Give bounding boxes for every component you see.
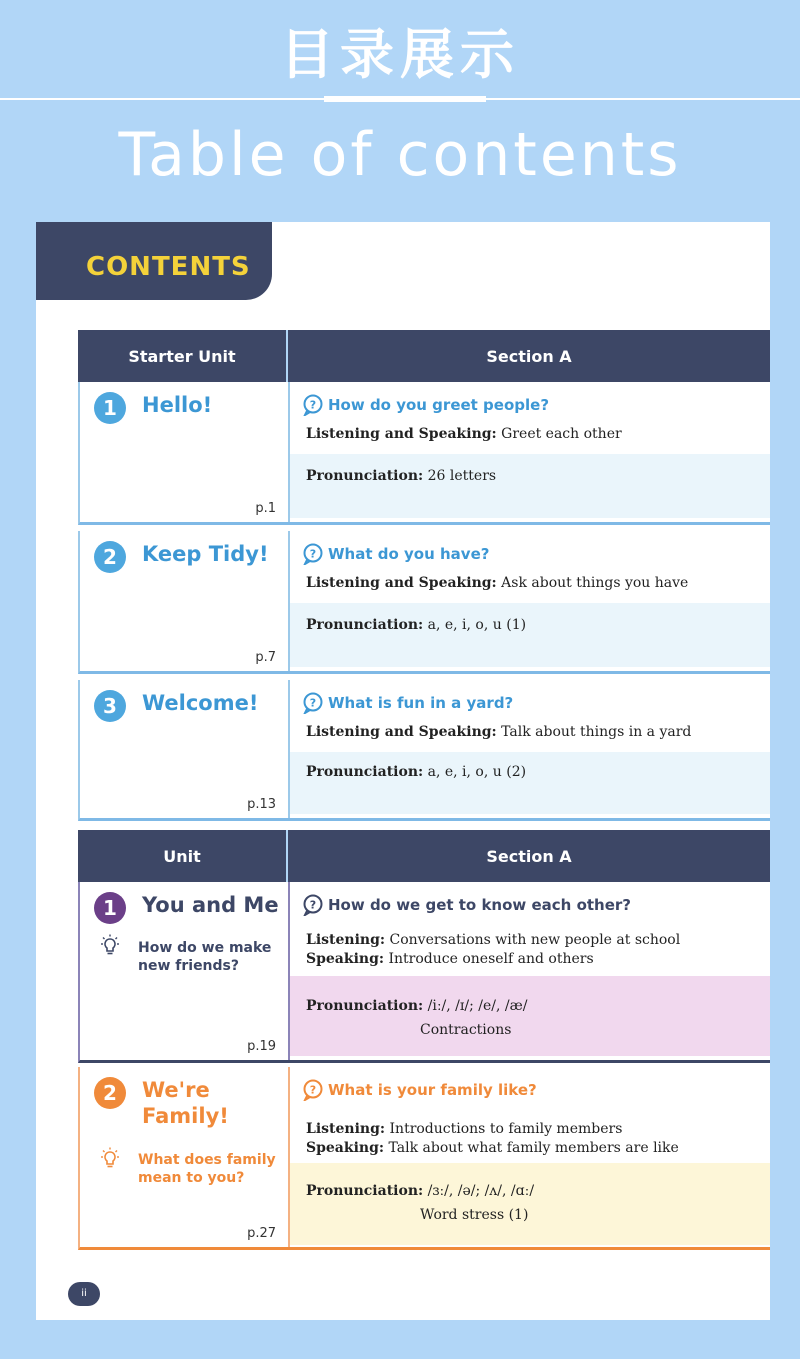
lightbulb-icon xyxy=(98,934,122,958)
header-title-en: Table of contents xyxy=(118,120,682,190)
section-cell xyxy=(290,531,770,671)
svg-text:?: ? xyxy=(309,898,317,912)
line-text: /ɜː/, /ə/; /ʌ/, /ɑː/ xyxy=(427,1183,535,1199)
unit-col1-header: Unit xyxy=(78,830,288,882)
starter-unit-table xyxy=(78,330,770,821)
line-text: Talk about things in a yard xyxy=(501,724,692,740)
contents-tab xyxy=(36,222,272,300)
starter-col1-header: Starter Unit xyxy=(78,330,288,382)
starter-table-header xyxy=(78,330,770,382)
page-indicator: ii xyxy=(68,1282,100,1306)
section-cell xyxy=(290,382,770,522)
highlight-band xyxy=(290,1163,770,1245)
lightbulb-icon xyxy=(98,1147,122,1171)
unit-number-badge: 1 xyxy=(94,392,126,424)
question-bubble-icon xyxy=(302,692,324,714)
unit-cell xyxy=(80,882,290,1060)
unit-title: Hello! xyxy=(142,393,213,417)
pronunciation-extra: Word stress (1) xyxy=(420,1207,529,1223)
section-cell xyxy=(290,1067,770,1247)
unit-cell xyxy=(80,382,290,522)
question-line xyxy=(302,692,513,714)
starter-row-3[interactable] xyxy=(78,680,770,821)
header-divider-accent xyxy=(324,96,486,102)
question-line xyxy=(302,1079,537,1101)
page-number: p.13 xyxy=(247,797,276,812)
highlight-band xyxy=(290,603,770,667)
header-title-cn: 目录展示 xyxy=(280,23,520,86)
section-question: What do you have? xyxy=(328,545,490,563)
line-label: Listening: xyxy=(306,932,386,948)
speaking-line xyxy=(306,951,594,967)
line-label: Pronunciation: xyxy=(306,998,424,1014)
unit-title: We're Family! xyxy=(142,1078,229,1128)
line-text: Introductions to family members xyxy=(389,1121,623,1137)
listening-speaking-line xyxy=(306,724,691,740)
unit-cell xyxy=(80,680,290,818)
page-number: p.1 xyxy=(255,501,276,516)
highlight-band xyxy=(290,976,770,1056)
line-label: Pronunciation: xyxy=(306,764,424,780)
unit-row-1[interactable] xyxy=(78,882,770,1063)
svg-text:?: ? xyxy=(309,1083,317,1097)
pronunciation-line xyxy=(306,468,496,484)
page-number: p.27 xyxy=(247,1226,276,1241)
section-question: How do you greet people? xyxy=(328,396,550,414)
line-label: Listening and Speaking: xyxy=(306,724,497,740)
starter-col2-header: Section A xyxy=(486,346,572,366)
line-text: /iː/, /ɪ/; /e/, /æ/ xyxy=(427,998,528,1014)
unit-table xyxy=(78,830,770,1250)
svg-text:?: ? xyxy=(309,547,317,561)
unit-col2-header: Section A xyxy=(486,846,572,866)
question-line xyxy=(302,543,489,565)
section-question: What is fun in a yard? xyxy=(328,694,514,712)
pronunciation-extra: Contractions xyxy=(420,1022,512,1038)
line-label: Speaking: xyxy=(306,1140,385,1156)
starter-row-1[interactable] xyxy=(78,382,770,525)
section-question: How do we get to know each other? xyxy=(328,896,632,914)
question-line xyxy=(302,394,549,416)
starter-row-2[interactable] xyxy=(78,531,770,674)
question-bubble-icon xyxy=(302,894,324,916)
unit-number-badge: 2 xyxy=(94,1077,126,1109)
unit-number-badge: 1 xyxy=(94,892,126,924)
unit-title: Keep Tidy! xyxy=(142,542,269,566)
unit-subquestion: What does family mean to you? xyxy=(138,1152,276,1186)
unit-table-header xyxy=(78,830,770,882)
unit-number-badge: 3 xyxy=(94,690,126,722)
listening-speaking-line xyxy=(306,575,688,591)
book-page xyxy=(36,222,770,1320)
section-cell xyxy=(290,882,770,1060)
pronunciation-line xyxy=(306,998,527,1014)
speaking-line xyxy=(306,1140,679,1156)
section-cell xyxy=(290,680,770,818)
question-bubble-icon xyxy=(302,543,324,565)
line-text: Ask about things you have xyxy=(501,575,689,591)
line-text: a, e, i, o, u (2) xyxy=(427,764,527,780)
line-label: Listening and Speaking: xyxy=(306,575,497,591)
unit-number-badge: 2 xyxy=(94,541,126,573)
line-label: Speaking: xyxy=(306,951,385,967)
question-bubble-icon xyxy=(302,394,324,416)
line-text: Greet each other xyxy=(501,426,622,442)
line-text: Introduce oneself and others xyxy=(388,951,594,967)
highlight-band xyxy=(290,752,770,814)
line-label: Listening and Speaking: xyxy=(306,426,497,442)
section-question: What is your family like? xyxy=(328,1081,537,1099)
listening-line xyxy=(306,932,680,948)
line-text: a, e, i, o, u (1) xyxy=(427,617,527,633)
line-text: 26 letters xyxy=(427,468,497,484)
listening-line xyxy=(306,1121,622,1137)
page-number: p.19 xyxy=(247,1039,276,1054)
contents-label: CONTENTS xyxy=(86,252,251,282)
svg-text:?: ? xyxy=(309,696,317,710)
unit-row-2[interactable] xyxy=(78,1067,770,1250)
highlight-band xyxy=(290,454,770,518)
pronunciation-line xyxy=(306,617,526,633)
page-number: p.7 xyxy=(255,650,276,665)
unit-cell xyxy=(80,531,290,671)
pronunciation-line xyxy=(306,1183,534,1199)
unit-subquestion: How do we make new friends? xyxy=(138,940,272,974)
line-label: Pronunciation: xyxy=(306,1183,424,1199)
line-label: Listening: xyxy=(306,1121,386,1137)
question-line xyxy=(302,894,631,916)
line-label: Pronunciation: xyxy=(306,468,424,484)
question-bubble-icon xyxy=(302,1079,324,1101)
line-text: Talk about what family members are like xyxy=(388,1140,679,1156)
svg-text:?: ? xyxy=(309,398,317,412)
pronunciation-line xyxy=(306,764,526,780)
unit-cell xyxy=(80,1067,290,1247)
unit-title: Welcome! xyxy=(142,691,259,715)
line-label: Pronunciation: xyxy=(306,617,424,633)
listening-speaking-line xyxy=(306,426,622,442)
unit-title: You and Me xyxy=(142,893,279,917)
line-text: Conversations with new people at school xyxy=(389,932,681,948)
